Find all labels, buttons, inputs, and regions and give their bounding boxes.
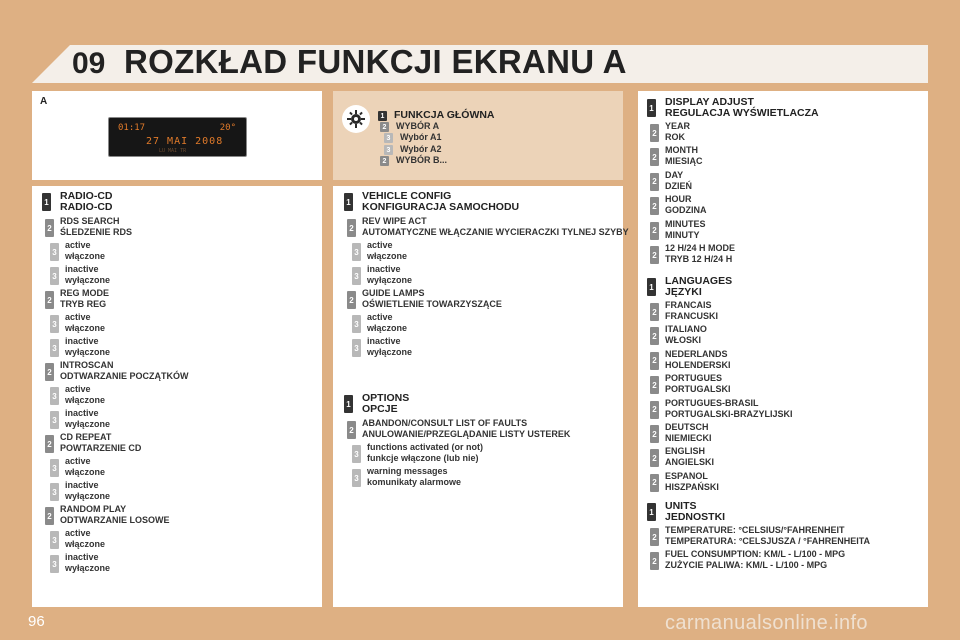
option-label: inactive — [65, 264, 99, 274]
level-3-badge: 3 — [352, 445, 361, 463]
level-3-badge: 3 — [50, 243, 59, 261]
setting-name-translation: ZUŻYCIE PALIWA: KM/L - L/100 - MPG — [665, 560, 828, 571]
level-1-badge: 1 — [647, 278, 656, 296]
page-number: 96 — [28, 613, 45, 630]
level-1-badge: 1 — [647, 503, 656, 521]
option-label: active — [65, 384, 91, 394]
option-label-translation: włączone — [65, 251, 106, 261]
display-label: A — [40, 96, 48, 107]
level-2-badge: 2 — [45, 435, 54, 453]
gear-icon — [341, 104, 371, 134]
setting-name: CD REPEAT — [60, 432, 112, 442]
setting-name-translation: MINUTY — [665, 229, 700, 240]
level-3-badge: 3 — [352, 339, 361, 357]
lcd-small-text: LU MAI TR — [159, 148, 187, 154]
setting-name-translation: HOLENDERSKI — [665, 359, 731, 370]
section-title-translation: KONFIGURACJA SAMOCHODU — [362, 201, 520, 213]
option-label-translation: włączone — [367, 323, 408, 333]
option-label-translation: włączone — [65, 395, 106, 405]
option-label: active — [65, 312, 91, 322]
level-2-badge: 2 — [347, 219, 356, 237]
setting-name-translation: ŚLEDZENIE RDS — [60, 227, 133, 237]
section-title-translation: JEDNOSTKI — [665, 511, 726, 523]
section-title: UNITS — [665, 500, 697, 512]
section-title: VEHICLE CONFIG — [362, 190, 452, 202]
level-3-badge: 3 — [384, 133, 393, 143]
setting-name-translation: ODTWARZANIE LOSOWE — [60, 515, 170, 525]
option-label-translation: wyłączone — [65, 275, 111, 285]
level-3-badge: 3 — [384, 145, 393, 155]
legend-item: WYBÓR B... — [396, 155, 447, 165]
level-2-badge: 2 — [45, 507, 54, 525]
setting-name: MONTH — [665, 145, 698, 156]
option-label-translation: włączone — [65, 323, 106, 333]
option-label: inactive — [65, 552, 99, 562]
option-label-translation: włączone — [65, 467, 106, 477]
lcd-screen — [108, 117, 247, 157]
setting-name-translation: POWTARZENIE CD — [60, 443, 142, 453]
option-label-translation: wyłączone — [65, 563, 111, 573]
option-label: inactive — [367, 336, 401, 346]
level-2-badge: 2 — [380, 156, 389, 166]
legend-item: WYBÓR A — [396, 121, 440, 131]
level-2-badge: 2 — [45, 291, 54, 309]
setting-name-translation: WŁOSKI — [665, 335, 701, 346]
section-title: OPTIONS — [362, 392, 410, 404]
setting-name-translation: TRYB REG — [60, 299, 107, 309]
setting-name: FRANCAIS — [665, 300, 712, 310]
section-title: DISPLAY ADJUST — [665, 96, 754, 108]
option-label-translation: funkcje włączone (lub nie) — [367, 453, 479, 463]
option-label-translation: wyłączone — [367, 275, 413, 285]
setting-name: INTROSCAN — [60, 360, 114, 370]
level-3-badge: 3 — [50, 267, 59, 285]
setting-name-translation: DZIEŃ — [665, 180, 692, 191]
option-label-translation: komunikaty alarmowe — [367, 477, 462, 487]
section-title: RADIO-CD — [60, 190, 113, 202]
setting-name: ITALIANO — [665, 324, 707, 335]
level-2-badge: 2 — [45, 219, 54, 237]
setting-name-translation: FRANCUSKI — [665, 311, 718, 321]
level-3-badge: 3 — [352, 469, 361, 487]
level-1-badge: 1 — [647, 99, 656, 117]
setting-name: RDS SEARCH — [60, 216, 120, 226]
section-title-translation: REGULACJA WYŚWIETLACZA — [665, 107, 819, 119]
lcd-time: 01:17 — [118, 123, 146, 133]
setting-name: REG MODE — [60, 288, 110, 298]
level-2-badge: 2 — [45, 363, 54, 381]
level-3-badge: 3 — [352, 315, 361, 333]
option-label: inactive — [65, 480, 99, 490]
option-label: warning messages — [367, 466, 448, 476]
level-2-badge: 2 — [650, 124, 659, 142]
level-3-badge: 3 — [50, 555, 59, 573]
setting-name-translation: OŚWIETLENIE TOWARZYSZĄCE — [362, 299, 502, 309]
option-label-translation: wyłączone — [65, 419, 111, 429]
legend-item: FUNKCJA GŁÓWNA — [394, 109, 495, 121]
setting-name-translation: PORTUGALSKI — [665, 384, 731, 395]
setting-name-translation: ODTWARZANIE POCZĄTKÓW — [60, 371, 189, 381]
section-title-translation: RADIO-CD — [60, 201, 113, 213]
level-3-badge: 3 — [50, 315, 59, 333]
setting-name: YEAR — [665, 121, 691, 131]
level-3-badge: 3 — [50, 483, 59, 501]
level-1-badge: 1 — [344, 395, 353, 413]
option-label: inactive — [65, 408, 99, 418]
option-label: active — [65, 240, 91, 250]
setting-name: 12 H/24 H MODE — [665, 243, 736, 253]
page-title: ROZKŁAD FUNKCJI EKRANU A — [124, 43, 627, 80]
lcd-date: 27 MAI 2008 — [146, 136, 224, 147]
level-2-badge: 2 — [650, 376, 659, 394]
option-label: active — [65, 528, 91, 538]
option-label-translation: wyłączone — [65, 491, 111, 501]
level-2-badge: 2 — [650, 425, 659, 443]
level-3-badge: 3 — [50, 387, 59, 405]
setting-name-translation: GODZINA — [665, 205, 707, 216]
legend-item: Wybór A1 — [400, 132, 442, 142]
setting-name: ENGLISH — [665, 446, 706, 457]
level-2-badge: 2 — [650, 303, 659, 321]
setting-name: GUIDE LAMPS — [362, 288, 425, 298]
level-3-badge: 3 — [352, 267, 361, 285]
setting-name-translation: HISZPAŃSKI — [665, 481, 719, 492]
setting-name-translation: AUTOMATYCZNE WŁĄCZANIE WYCIERACZKI TYLNEJ SZYBY — [362, 227, 629, 237]
option-label: functions activated (or not) — [367, 442, 484, 452]
setting-name-translation: TRYB 12 H/24 H — [665, 254, 733, 264]
setting-name: HOUR — [665, 194, 692, 205]
level-2-badge: 2 — [650, 222, 659, 240]
setting-name-translation: TEMPERATURA: °CELSJUSZA / °FAHRENHEITA — [665, 536, 871, 546]
setting-name: PORTUGUES — [665, 373, 723, 384]
lcd-temperature: 20° — [219, 123, 236, 133]
watermark: carmanualsonline.info — [665, 612, 868, 634]
level-3-badge: 3 — [50, 459, 59, 477]
option-label: inactive — [367, 264, 401, 274]
setting-name: REV WIPE ACT — [362, 216, 427, 226]
level-2-badge: 2 — [650, 197, 659, 215]
level-1-badge: 1 — [42, 193, 51, 211]
setting-name: DEUTSCH — [665, 422, 709, 432]
legend-item: Wybór A2 — [400, 144, 442, 154]
setting-name: PORTUGUES-BRASIL — [665, 397, 759, 408]
level-2-badge: 2 — [650, 327, 659, 345]
level-3-badge: 3 — [50, 531, 59, 549]
section-title-translation: JĘZYKI — [665, 286, 702, 298]
level-2-badge: 2 — [650, 401, 659, 419]
section-title: LANGUAGES — [665, 275, 733, 287]
setting-name: FUEL CONSUMPTION: KM/L - L/100 - MPG — [665, 549, 846, 560]
level-2-badge: 2 — [650, 352, 659, 370]
level-3-badge: 3 — [352, 243, 361, 261]
option-label-translation: wyłączone — [367, 347, 413, 357]
level-2-badge: 2 — [650, 173, 659, 191]
setting-name-translation: ANGIELSKI — [665, 457, 715, 468]
chapter-number: 09 — [72, 47, 106, 80]
level-2-badge: 2 — [650, 552, 659, 570]
setting-name: NEDERLANDS — [665, 348, 728, 359]
setting-name-translation: PORTUGALSKI-BRAZYLIJSKI — [665, 408, 793, 419]
level-2-badge: 2 — [650, 449, 659, 467]
setting-name: RANDOM PLAY — [60, 504, 127, 514]
option-label-translation: wyłączone — [65, 347, 111, 357]
level-2-badge: 2 — [347, 421, 356, 439]
level-3-badge: 3 — [50, 339, 59, 357]
level-2-badge: 2 — [650, 474, 659, 492]
setting-name: ESPANOL — [665, 470, 708, 481]
level-2-badge: 2 — [650, 246, 659, 264]
option-label: active — [367, 312, 393, 322]
level-1-badge: 1 — [378, 111, 387, 121]
level-2-badge: 2 — [650, 528, 659, 546]
setting-name: TEMPERATURE: °CELSIUS/°FAHRENHEIT — [665, 525, 845, 535]
setting-name: ABANDON/CONSULT LIST OF FAULTS — [362, 418, 528, 428]
setting-name-translation: NIEMIECKI — [665, 433, 712, 443]
level-2-badge: 2 — [347, 291, 356, 309]
setting-name-translation: ROK — [665, 132, 685, 142]
setting-name-translation: ANULOWANIE/PRZEGLĄDANIE LISTY USTEREK — [362, 429, 571, 439]
option-label-translation: włączone — [367, 251, 408, 261]
option-label: active — [65, 456, 91, 466]
option-label-translation: włączone — [65, 539, 106, 549]
option-label: inactive — [65, 336, 99, 346]
level-3-badge: 3 — [50, 411, 59, 429]
level-1-badge: 1 — [344, 193, 353, 211]
setting-name-translation: MIESIĄC — [665, 156, 703, 167]
section-title-translation: OPCJE — [362, 403, 398, 415]
level-2-badge: 2 — [380, 122, 389, 132]
option-label: active — [367, 240, 393, 250]
setting-name: DAY — [665, 169, 684, 180]
level-2-badge: 2 — [650, 148, 659, 166]
setting-name: MINUTES — [665, 218, 706, 229]
legend-panel — [333, 91, 623, 180]
